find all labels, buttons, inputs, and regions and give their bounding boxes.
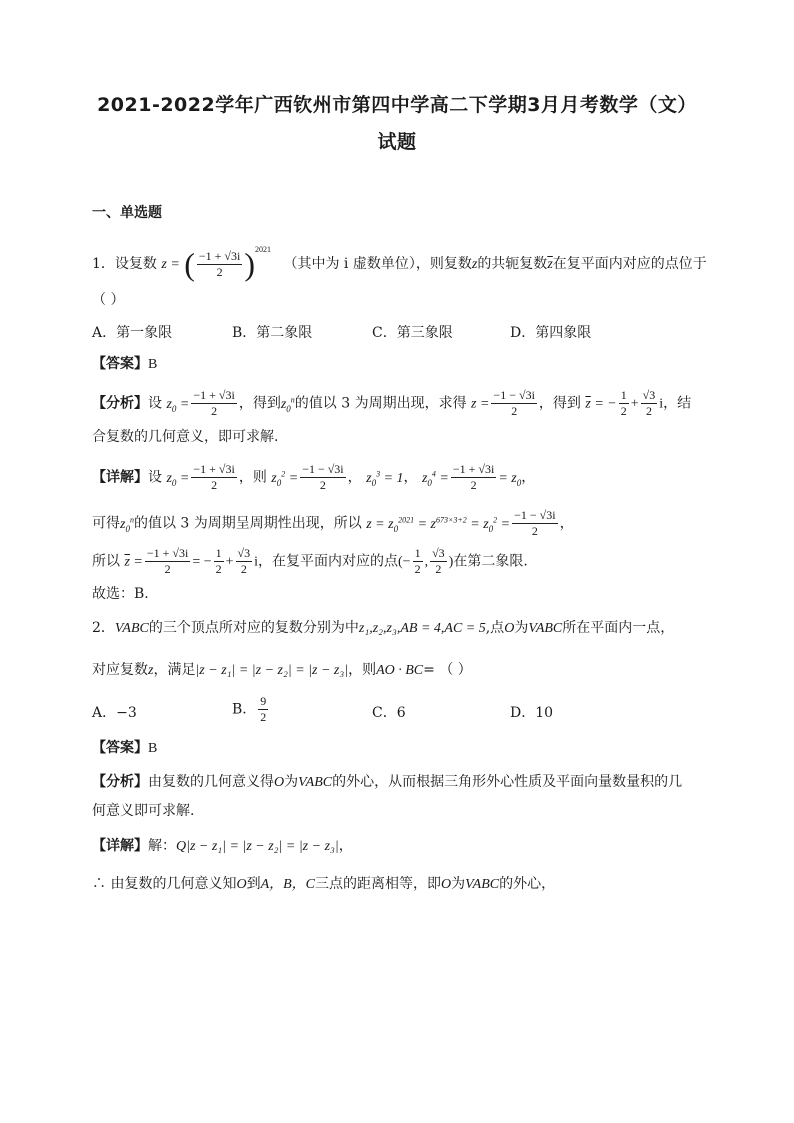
q1-option-d: D．第四象限 xyxy=(510,325,592,341)
q1-detail-2: 可得$z_0^n$的值以 3 为周期呈周期性出现，所以 $z = z_0^{2021} = z^{673\times 3+2} = z_0^2$ = $\frac{-1 - √3i}{2}$ ， xyxy=(92,508,574,538)
q1-conclusion: 故选：B. xyxy=(92,586,149,602)
q2-analysis: 【分析】由复数的几何意义得O为VABC的外心，从而根据三角形外心性质及平面向量数量积的几 xyxy=(92,774,683,790)
q1-z-eq: z = xyxy=(161,257,180,272)
document-title-line2: 试题 xyxy=(377,131,417,153)
q2-stem-2: 对应复数z，满足|z − z₁| = |z − z₂| = |z − z₃|，则AO · BC= （ ） xyxy=(92,662,472,678)
section-heading: 一、单选题 xyxy=(92,205,162,221)
q1-analysis-cont: 合复数的几何意义，即可求解. xyxy=(92,429,279,445)
q1-stem: 1．设复数 z = ( $\frac{-1 + √3i}{2}$ )$^{2021}$ （其中为 i 虚数单位），则复数z的共轭复数$\overline{z}$在复平面内对应的点位于 xyxy=(92,245,707,282)
q2-analysis-cont: 何意义即可求解. xyxy=(92,803,195,819)
q1-fraction: $\frac{-1 + √3i}{2}$ xyxy=(198,248,241,279)
q2-option-b: B． $\frac{9}{2}$ xyxy=(232,694,267,724)
q2-option-a: A．−3 xyxy=(92,705,137,721)
q2-option-c: C．6 xyxy=(372,705,406,721)
document-title-line1: 2021-2022学年广西钦州市第四中学高二下学期3月月考数学（文） xyxy=(97,94,697,116)
q1-detail-1: 【详解】设 $z_0$ = $\frac{-1 + √3i}{2}$ ，则 $z_0^2$ = $\frac{-1 - √3i}{2}$ ， $z_0^3 = 1$， $z_0^4$ = $\frac{-1 + √3i}{2}$ = $z_0$， xyxy=(92,462,536,492)
q2-stem-1: 2．VABC的三个顶点所对应的复数分别为中z₁,z₂,z₃,AB = 4,AC = 5,点O为VABC所在平面内一点， xyxy=(92,620,675,636)
q1-analysis: 【分析】设 $z_0$ = $\frac{-1 + √3i}{2}$ ，得到$z_0^n$的值以 3 为周期出现，求得 z = $\frac{-1 - √3i}{2}$ ，得到 $\overline{z}$ = − $\frac{1}{2}$ + $\frac{√3}{2}$ i，结 xyxy=(92,388,692,418)
q2-detail-1: 【详解】解：Q|z − z₁| = |z − z₂| = |z − z₃|， xyxy=(92,838,353,854)
q1-option-a: A．第一象限 xyxy=(92,325,173,341)
q1-prefix: 1．设复数 xyxy=(92,256,157,272)
q1-option-c: C．第三象限 xyxy=(372,325,453,341)
q1-suffix: （其中为 i 虚数单位），则复数 xyxy=(283,256,472,272)
q2-answer: 【答案】B xyxy=(92,740,158,756)
q2-detail-2: ∴ 由复数的几何意义知O到A，B，C三点的距离相等，即O为VABC的外心， xyxy=(92,876,556,892)
q1-option-b: B．第二象限 xyxy=(232,325,313,341)
q2-option-d: D．10 xyxy=(510,705,554,721)
q1-answer: 【答案】B xyxy=(92,356,158,372)
q1-paren: （ ） xyxy=(92,292,125,308)
q1-detail-3: 所以 $\overline{z}$ = $\frac{-1 + √3i}{2}$ = − $\frac{1}{2}$ + $\frac{√3}{2}$ i，在复平面内对应的点(− $\frac{1}{2}$ , $\frac{√3}{2}$ )在第二象限. xyxy=(92,546,528,576)
q1-exponent: 2021 xyxy=(255,245,272,254)
